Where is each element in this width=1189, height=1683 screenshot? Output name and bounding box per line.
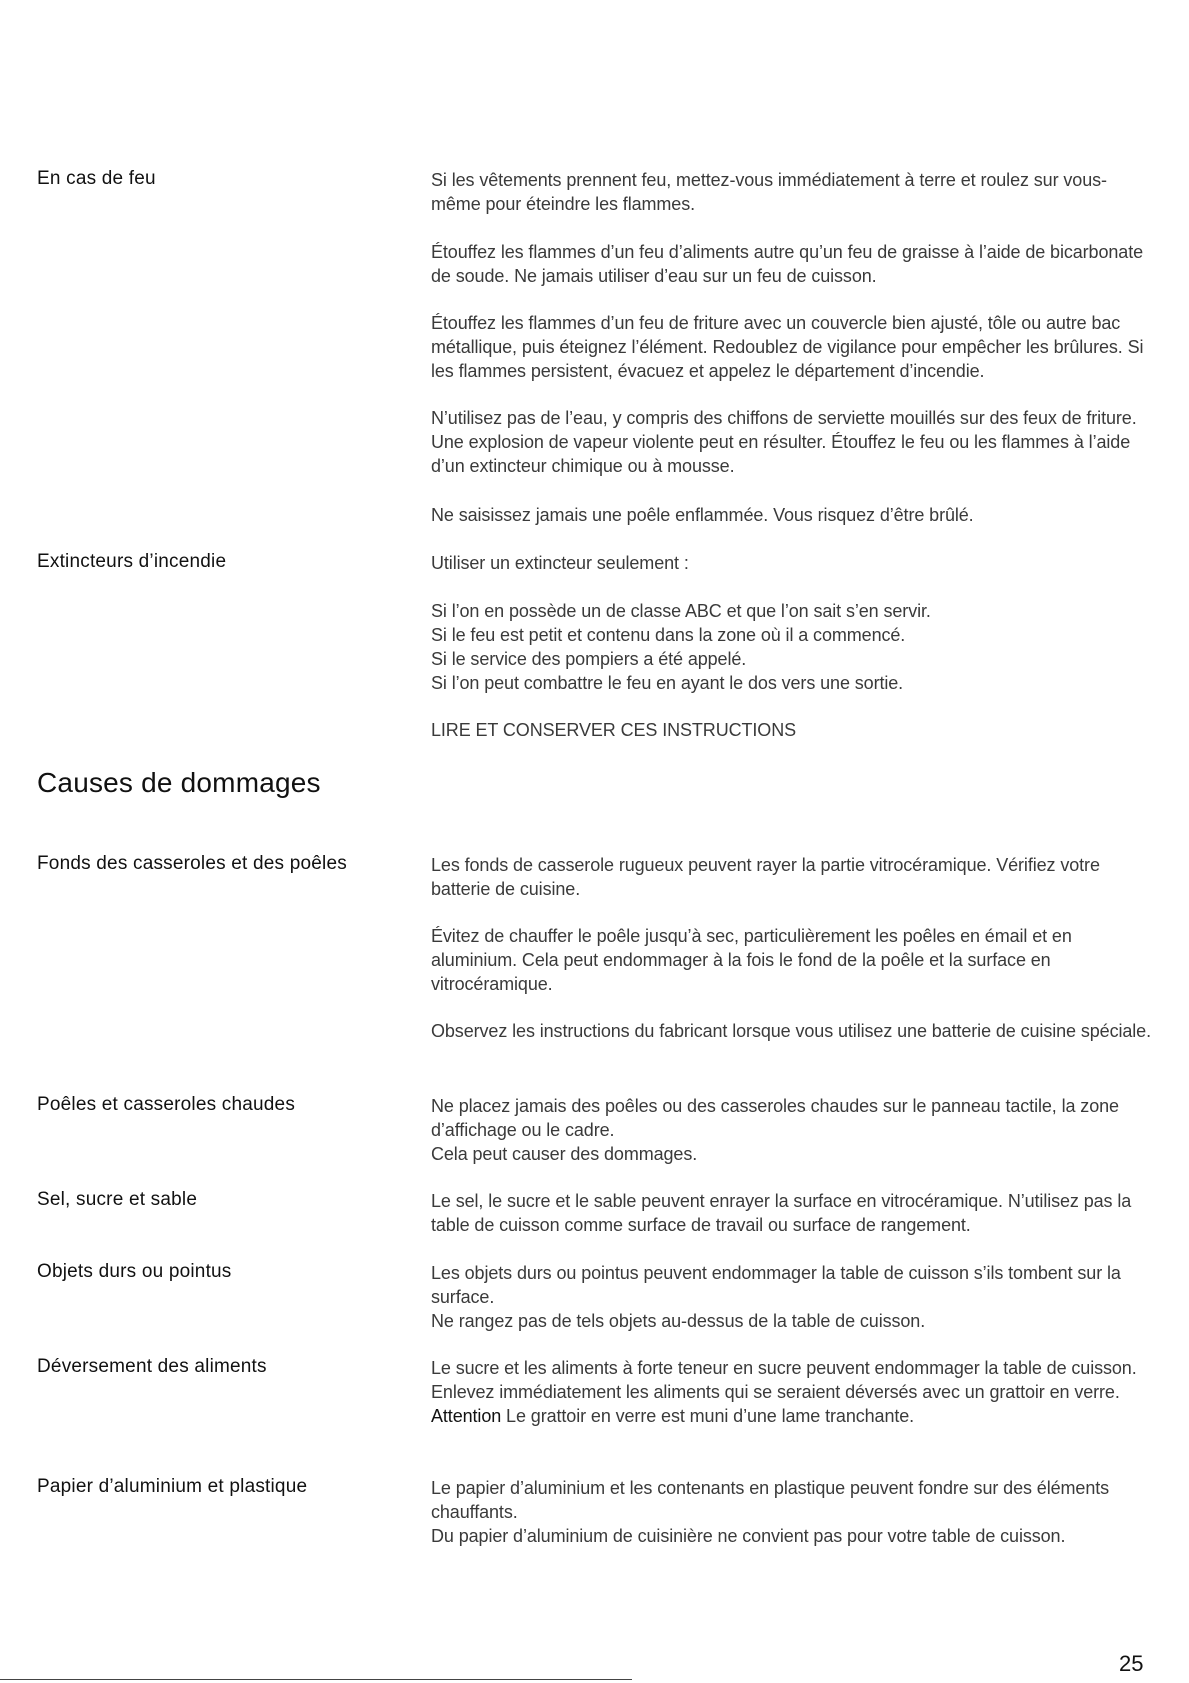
foil-line-2: Du papier d’aluminium de cuisinière ne convient pas pour votre table de cuisson. xyxy=(431,1526,1066,1546)
section-label-extinguishers: Extincteurs d’incendie xyxy=(37,551,227,572)
section-title-damage: Causes de dommages xyxy=(37,767,321,798)
fire-paragraph-5: Ne saisissez jamais une poêle enflammée. Vous risquez d’être brûlé. xyxy=(431,505,974,525)
section-label-spills: Déversement des aliments xyxy=(37,1356,267,1377)
salt-paragraph: Le sel, le sucre et le sable peuvent enrayer la surface en vitrocéramique. N’utilisez pas la table de cuisson comme surface de travail ou surface de rangement. xyxy=(431,1191,1132,1235)
fire-paragraph-1: Si les vêtements prennent feu, mettez-vous immédiatement à terre et roulez sur vous-même pour éteindre les flammes. xyxy=(431,170,1107,214)
hard-objects-line-1: Les objets durs ou pointus peuvent endommager la table de cuisson s’ils tombent sur la surface. xyxy=(431,1263,1121,1307)
section-label-pan-bottoms: Fonds des casseroles et des poêles xyxy=(37,853,347,874)
extinguishers-closing: LIRE ET CONSERVER CES INSTRUCTIONS xyxy=(431,720,797,740)
section-label-fire: En cas de feu xyxy=(37,168,156,189)
section-label-salt: Sel, sucre et sable xyxy=(37,1189,198,1210)
section-label-hard-objects: Objets durs ou pointus xyxy=(37,1261,232,1282)
pan-bottoms-paragraph-3: Observez les instructions du fabricant lorsque vous utilisez une batterie de cuisine spéciale. xyxy=(431,1021,1151,1041)
list-item: Si l’on peut combattre le feu en ayant le dos vers une sortie. xyxy=(431,673,904,693)
fire-paragraph-3: Étouffez les flammes d’un feu de friture avec un couvercle bien ajusté, tôle ou autre bac métallique, puis éteignez l’élément. Redoublez de vigilance pour empêcher les brûlures. Si les flammes persistent, évacuez et appelez le département d’incendie. xyxy=(431,313,1144,381)
list-item: Si le service des pompiers a été appelé. xyxy=(431,649,747,669)
section-label-foil: Papier d’aluminium et plastique xyxy=(37,1476,308,1497)
attention-text: Le grattoir en verre est muni d’une lame tranchante. xyxy=(501,1406,915,1426)
extinguishers-intro: Utiliser un extincteur seulement : xyxy=(431,553,689,573)
foil-text xyxy=(431,1476,1151,1548)
hot-pans-line-1: Ne placez jamais des poêles ou des casseroles chaudes sur le panneau tactile, la zone d’affichage ou le cadre. xyxy=(431,1096,1119,1140)
fire-paragraph-4: N’utilisez pas de l’eau, y compris des chiffons de serviette mouillés sur des feux de friture. Une explosion de vapeur violente peut en résulter. Étouffez le feu ou les flammes à l’aide d’un extincteur chimique ou à mousse. xyxy=(431,408,1137,476)
foil-line-1: Le papier d’aluminium et les contenants en plastique peuvent fondre sur des éléments chauffants. xyxy=(431,1478,1110,1522)
spills-text xyxy=(431,1356,1151,1428)
pan-bottoms-paragraph-1: Les fonds de casserole rugueux peuvent rayer la partie vitrocéramique. Vérifiez votre batterie de cuisine. xyxy=(431,855,1100,899)
hard-objects-line-2: Ne rangez pas de tels objets au-dessus de la table de cuisson. xyxy=(431,1311,926,1331)
fire-paragraph-2: Étouffez les flammes d’un feu d’aliments autre qu’un feu de graisse à l’aide de bicarbonate de soude. Ne jamais utiliser d’eau sur un feu de cuisson. xyxy=(431,242,1144,286)
extinguishers-list xyxy=(431,599,1151,695)
spills-line-1: Le sucre et les aliments à forte teneur en sucre peuvent endommager la table de cuisson. Enlevez immédiatement les aliments qui se seraient déversés avec un grattoir en verre. xyxy=(431,1358,1137,1402)
attention-label: Attention xyxy=(431,1406,502,1426)
page-number: 25 xyxy=(1119,1651,1144,1676)
pan-bottoms-paragraph-2: Évitez de chauffer le poêle jusqu’à sec, particulièrement les poêles en émail et en aluminium. Cela peut endommager à la fois le fond de la poêle et la surface en vitrocéramique. xyxy=(431,926,1072,994)
hard-objects-text xyxy=(431,1261,1151,1333)
list-item: Si le feu est petit et contenu dans la zone où il a commencé. xyxy=(431,625,906,645)
hot-pans-text xyxy=(431,1094,1151,1166)
bottom-rule xyxy=(0,1679,632,1680)
list-item: Si l’on en possède un de classe ABC et que l’on sait s’en servir. xyxy=(431,601,931,621)
spills-attention xyxy=(431,1404,1151,1428)
section-label-hot-pans: Poêles et casseroles chaudes xyxy=(37,1094,296,1115)
hot-pans-line-2: Cela peut causer des dommages. xyxy=(431,1144,698,1164)
